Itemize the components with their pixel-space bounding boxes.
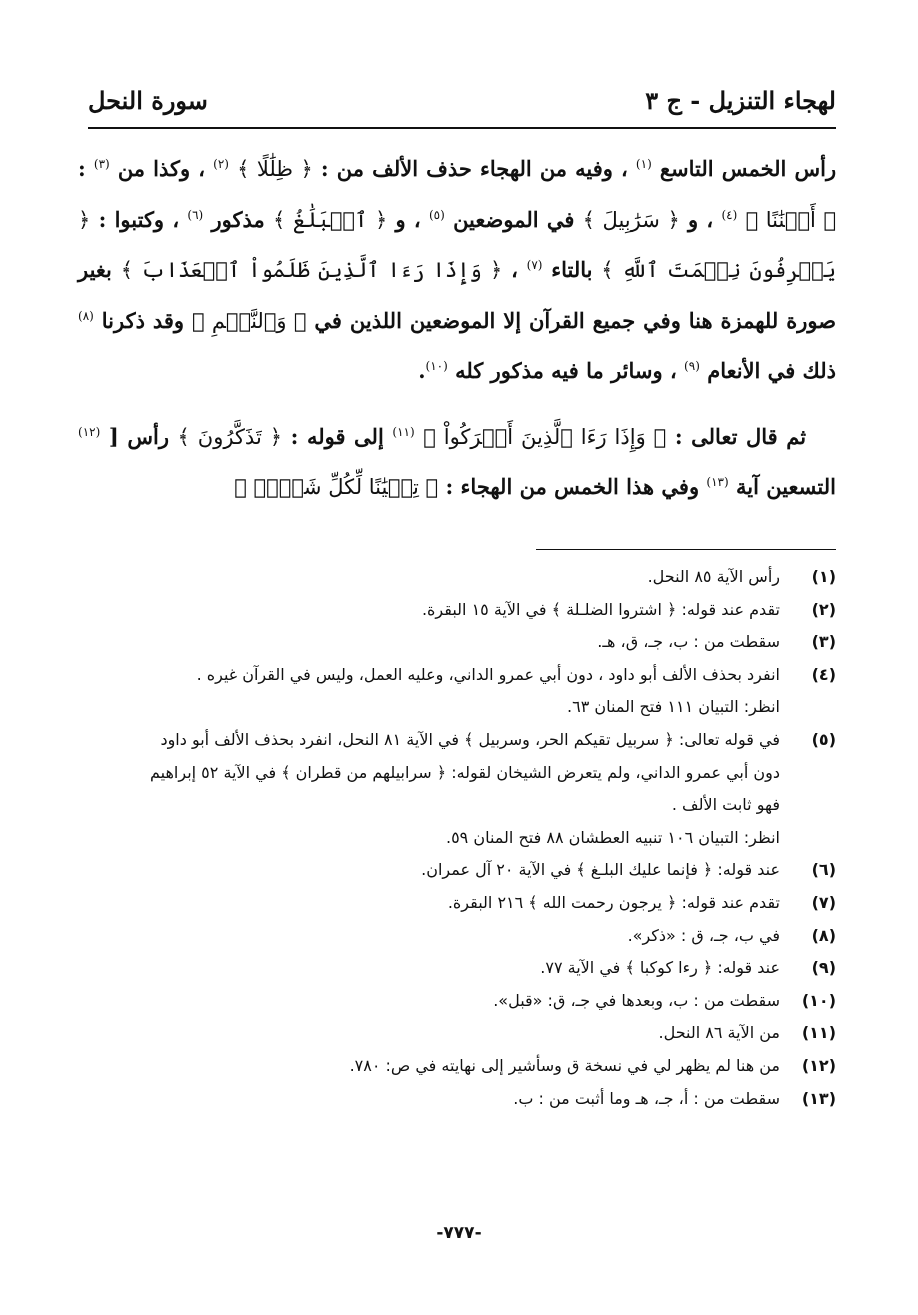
quran-quote: ﴿ وَإِذَا رَءَا ٱلَّذِينَ أَشۡرَكُواْ ﴾ (423, 424, 667, 449)
footnote-item (86, 659, 836, 724)
text: ، وكتبوا : (98, 206, 180, 232)
footnote-number: (٦) (811, 860, 836, 880)
text: رأس الخمس التاسع (659, 156, 837, 181)
footnotes-list (86, 561, 836, 1115)
footnote-line: تقدم عند قوله: ﴿ اشتروا الضلـلة ﴾ في الآية ١٥ البقرة. (421, 599, 780, 619)
footnote-number: (٧) (811, 892, 836, 912)
quran-quote: ﴿ وَٱلنَّجۡمِ ﴾ (192, 308, 307, 333)
footnote-text (86, 920, 780, 953)
text: ، و (688, 206, 714, 232)
book-title: لهجاء التنزيل - ج ٣ (645, 85, 836, 115)
footnote-line: عند قوله: ﴿ رءا كوكبا ﴾ في الآية ٧٧. (540, 958, 780, 978)
footnote-number: (١٣) (801, 1088, 836, 1108)
footnote-ref: (٦) (187, 207, 204, 222)
footnote-line: انفرد بحذف الألف أبو داود ، دون أبي عمرو الداني، وعليه العمل، وليس في القرآن غيره . (196, 664, 780, 684)
footnote-line: فهو ثابت الألف . (671, 795, 780, 815)
footnote-line: انظر: التبيان ١١١ فتح المنان ٦٣. (567, 697, 780, 717)
quran-quote: ﴿ تَذَكَّرُونَ ﴾ (177, 424, 283, 449)
footnote-line: من الآية ٨٦ النحل. (658, 1023, 780, 1043)
quran-quote: ﴿ ٱلۡبَلَٰغُ ﴾ (273, 207, 388, 232)
paragraph-2 (78, 410, 836, 511)
quran-quote: ﴿ وَإِذَا رَءَا ٱلَّذِينَ ظَلَمُواْ ٱلۡعَذَابَ ﴾ (120, 258, 503, 282)
footnote-line: في قوله تعالى: ﴿ سربيل تقيكم الحر، وسربيل ﴾ في الآية ٨١ النحل، انفرد بحذف الألف أبو داود (160, 729, 780, 749)
footnote-item (86, 561, 836, 594)
footnote-item (86, 1050, 836, 1083)
footnote-text (86, 626, 780, 659)
surah-title: سورة النحل (88, 85, 208, 115)
text: في الموضعين (453, 206, 575, 232)
footnote-ref: (٥) (428, 207, 445, 222)
footnote-item (86, 594, 836, 627)
footnote-item (86, 626, 836, 659)
quran-quote: ﴿ سَرَٰبِيلَ ﴾ (582, 207, 680, 232)
text: ، وسائر ما فيه مذكور كله (455, 358, 677, 383)
footnote-line: من هنا لم يظهر لي في نسخة ق وسأشير إلى نهايته في ص: ٧٨٠. (349, 1055, 780, 1075)
text: ذلك في الأنعام (707, 358, 836, 383)
footnote-ref: (٧) (526, 258, 543, 272)
text: ثم قال تعالى : (674, 423, 807, 449)
footnote-ref: (١) (635, 157, 652, 171)
footnote-text (86, 854, 780, 887)
footnote-line: تقدم عند قوله: ﴿ يرجون رحمت الله ﴾ ٢١٦ البقرة. (447, 892, 780, 912)
footnote-ref: (٨) (78, 308, 94, 323)
page-number: -٧٧٧- (436, 1223, 482, 1243)
footnote-item (86, 854, 836, 887)
footnote-text (86, 594, 780, 627)
footnote-item (86, 1017, 836, 1050)
text: وقد ذكرنا (101, 307, 185, 333)
footnote-number: (١٢) (801, 1055, 836, 1075)
footnote-ref: (١٣) (706, 475, 729, 489)
footnote-ref: (١٠) (425, 359, 448, 373)
text: . (418, 358, 426, 383)
footnote-text (86, 561, 780, 594)
footnote-ref: (١٢) (78, 424, 101, 439)
quran-quote: ﴿ يَعۡرِفُونَ نِعۡمَتَ ٱللَّهِ ﴾ (78, 207, 837, 282)
header-rule (88, 127, 836, 129)
footnote-text (86, 659, 780, 724)
footnote-ref: (٩) (684, 359, 700, 373)
footnote-item (86, 920, 836, 953)
quran-quote: ﴿ ظِلَٰلًا ﴾ (237, 157, 313, 181)
footnote-text (86, 1017, 780, 1050)
footnote-line: دون أبي عمرو الداني، ولم يتعرض الشيخان لقوله: ﴿ سرابيلهم من قطران ﴾ في الآية ٥٢ إبراهيم (150, 762, 780, 782)
text: التسعين آية (735, 474, 836, 499)
footnote-item (86, 887, 836, 920)
running-header (88, 78, 836, 122)
footnote-ref: (٢) (213, 157, 229, 171)
text: ، (511, 257, 518, 282)
footnote-item (86, 952, 836, 985)
text: ، وفيه من الهجاء حذف الألف من : (320, 156, 628, 181)
footnote-text (86, 1083, 780, 1116)
text: : (78, 156, 86, 181)
footnote-number: (٢) (811, 599, 836, 619)
footnote-ref: (٣) (93, 157, 110, 171)
footnote-text (86, 887, 780, 920)
footnote-line: سقطت من : ب، جـ، ق، هـ. (597, 632, 780, 652)
footnote-number: (١) (811, 567, 836, 586)
footnote-number: (٩) (811, 958, 836, 978)
footnote-line: رأس الآية ٨٥ النحل. (647, 567, 780, 586)
footnote-line: انظر: التبيان ١٠٦ تنبيه العطشان ٨٨ فتح المنان ٥٩. (445, 827, 780, 847)
footnote-ref: (٤) (721, 207, 738, 222)
footnote-number: (٤) (811, 664, 836, 684)
footnote-text (86, 952, 780, 985)
footnote-line: في ب، جـ، ق : «ذكر». (627, 925, 780, 945)
footnote-text (86, 985, 780, 1018)
footnote-line: سقطت من : ب، وبعدها في جـ، ق: «قبل». (493, 990, 780, 1010)
footnote-text (86, 1050, 780, 1083)
quran-quote: ﴿ تِبۡيَٰنًا لِّكُلِّ شَيۡءٖ ﴾ (234, 475, 439, 499)
main-text (78, 142, 836, 511)
footnote-item (86, 1083, 836, 1116)
footnote-separator (536, 549, 836, 550)
text: بالتاء (551, 257, 593, 282)
footnote-line: سقطت من : أ، جـ، هـ وما أثبت من : ب. (513, 1088, 780, 1108)
footnote-item (86, 985, 836, 1018)
paragraph-1 (78, 142, 836, 394)
text: ، و (395, 206, 421, 232)
footnote-number: (٨) (811, 925, 836, 945)
footnote-number: (١١) (801, 1023, 836, 1043)
footnote-ref: (١١) (392, 424, 415, 439)
footnote-item (86, 724, 836, 854)
text: وفي هذا الخمس من الهجاء : (445, 474, 700, 499)
text: بغير صورة للهمزة هنا وفي جميع القرآن إلا الموضعين اللذين في (78, 257, 837, 333)
text: مذكور (211, 206, 265, 232)
footnote-text (86, 724, 780, 854)
quran-quote: ﴿ أَكۡنَٰنًا ﴾ (745, 207, 837, 232)
footnote-number: (٥) (811, 729, 836, 749)
footnote-line: عند قوله: ﴿ فإنما عليك البلـغ ﴾ في الآية ٢٠ آل عمران. (421, 860, 780, 880)
footnote-number: (٣) (811, 632, 836, 652)
footnote-number: (١٠) (801, 990, 836, 1010)
text: رأس [ (108, 423, 169, 449)
text: ، وكذا من (117, 156, 206, 181)
text: إلى قوله : (290, 423, 384, 449)
